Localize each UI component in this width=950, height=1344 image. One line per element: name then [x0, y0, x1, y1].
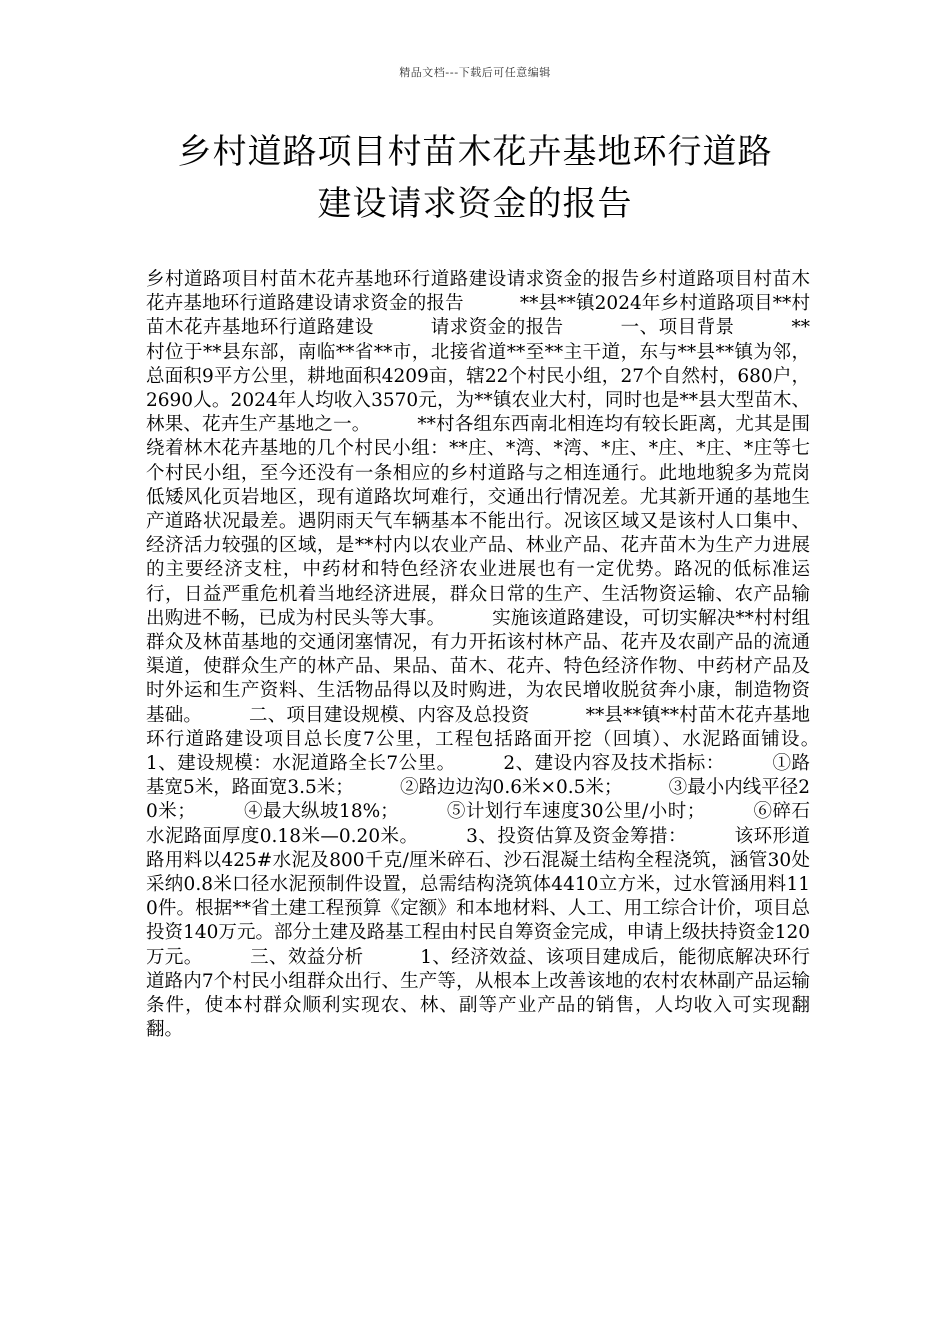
document-title-line-2: 建设请求资金的报告	[317, 184, 633, 224]
page-header: 精品文档---下载后可任意编辑	[399, 66, 551, 79]
document-title-line-1: 乡村道路项目村苗木花卉基地环行道路	[177, 132, 773, 172]
document-body: 乡村道路项目村苗木花卉基地环行道路建设请求资金的报告乡村道路项目村苗木花卉基地环行道路建设请求资金的报告 **县**镇2024年乡村道路项目**村苗木花卉基地环行道路建设 请求资金的报告 一、项目背景 **村位于**县东部，南临**省**市，北接省道**至**主干道，东与**县**镇为邻，总面积9平方公里，耕地面积4209亩，辖22个村民小组，27个自然村，680户，2690人。2024年人均收入3570元，为**镇农业大村，同时也是**县大型苗木、林果、花卉生产基地之一。 **村各组东西南北相连均有较长距离，尤其是围绕着林木花卉基地的几个村民小组：**庄、*湾、*湾、*庄、*庄、*庄、*庄等七个村民小组，至今还没有一条相应的乡村道路与之相连通行。此地地貌多为荒岗低矮风化页岩地区，现有道路坎坷难行，交通出行情况差。尤其新开通的基地生产道路状况最差。遇阴雨天气车辆基本不能出行。况该区域又是该村人口集中、经济活力较强的区域，是**村内以农业产品、林业产品、花卉苗木为生产力进展的主要经济支柱，中药材和特色经济农业进展也有一定优势。路况的低标准运行，日益严重危机着当地经济进展，群众日常的生产、生活物资运输、农产品输出购进不畅，已成为村民头等大事。 实施该道路建设，可切实解决**村村组群众及林苗基地的交通闭塞情况，有力开拓该村林产品、花卉及农副产品的流通渠道，使群众生产的林产品、果品、苗木、花卉、特色经济作物、中药材产品及时外运和生产资料、生活物品得以及时购进，为农民增收脱贫奔小康，制造物资基础。 二、项目建设规模、内容及总投资 **县**镇**村苗木花卉基地环行道路建设项目总长度7公里，工程包括路面开挖（回填）、水泥路面铺设。 1、建设规模：水泥道路全长7公里。 2、建设内容及技术指标： ①路基宽5米，路面宽3.5米； ②路边边沟0.6米×0.5米； ③最小内线平径20米； ④最大纵坡18%； ⑤计划行车速度30公里/小时； ⑥碎石水泥路面厚度0.18米—0.20米。 3、投资估算及资金筹措： 该环形道路用料以425#水泥及800千克/厘米碎石、沙石混凝土结构全程浇筑，涵管30处采纳0.8米口径水泥预制件设置，总需结构浇筑体4410立方米，过水管涵用料110件。根据**省土建工程预算《定额》和本地材料、人工、用工综合计价，项目总投资140万元。部分土建及路基工程由村民自筹资金完成，申请上级扶持资金120万元。 三、效益分析 1、经济效益、该项目建成后，能彻底解决环行道路内7个村民小组群众出行、生产等，从根本上改善该地的农村农林副产品运输条件，使本村群众顺利实现农、林、副等产业产品的销售，人均收入可实现翻翻。	[146, 269, 866, 1041]
document-title	[100, 126, 850, 230]
